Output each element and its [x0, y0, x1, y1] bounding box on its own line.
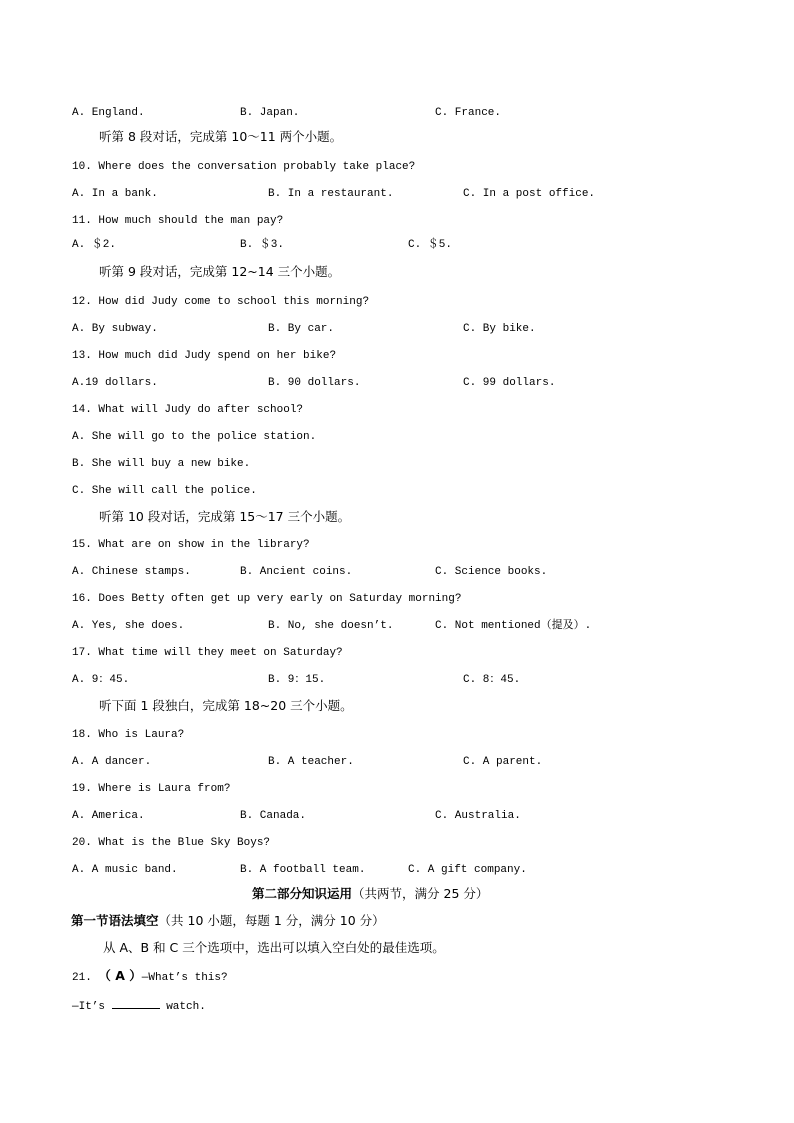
option-b: B. A football team. [240, 864, 366, 876]
question: 18. Who is Laura? [72, 729, 185, 741]
option-b: B. She will buy a new bike. [72, 458, 251, 470]
question: 14. What will Judy do after school? [72, 404, 304, 416]
option-a: A. Yes, she does. [72, 620, 185, 632]
section-instruction: 听第 8 段对话，完成第 10～11 两个小题。 [99, 129, 343, 144]
option-a: A. In a bank. [72, 188, 158, 200]
option-c: C. Australia. [435, 810, 521, 822]
section-instruction: 听第 10 段对话，完成第 15～17 三个小题。 [99, 509, 351, 524]
reply-line [72, 998, 206, 1014]
answer-bracket: （ A ） [98, 968, 142, 983]
option-c: C. By bike. [463, 323, 536, 335]
option-b: B. By car. [268, 323, 335, 335]
part-title: 第二部分知识运用 [252, 886, 353, 901]
option-a: A.19 dollars. [72, 377, 158, 389]
option-a: A. She will go to the police station. [72, 431, 317, 443]
question: 15. What are on show in the library? [72, 539, 310, 551]
option-a: A. ＄2. [72, 239, 117, 251]
option-c: C. 99 dollars. [463, 377, 556, 389]
option-b: B. No, she doesn’t. [268, 620, 394, 632]
option-b: B. A teacher. [268, 756, 354, 768]
question: 17. What time will they meet on Saturday? [72, 647, 343, 659]
option-a: A. America. [72, 810, 145, 822]
question-21 [72, 969, 228, 985]
question-text: —What’s this? [141, 972, 228, 984]
option-b: B. 9：15. [268, 674, 326, 686]
section-note: （共 10 小题，每题 1 分，满分 10 分） [158, 913, 385, 928]
option-c: C. A parent. [463, 756, 543, 768]
option-c: C. In a post office. [463, 188, 596, 200]
option-b: B. Ancient coins. [240, 566, 353, 578]
option-a: A. 9：45. [72, 674, 130, 686]
question: 19. Where is Laura from? [72, 783, 231, 795]
section-instruction: 听下面 1 段独白，完成第 18~20 三个小题。 [99, 698, 353, 713]
option-c: C. She will call the police. [72, 485, 257, 497]
option-c: C. Not mentioned（提及）. [435, 620, 592, 632]
option-b: B. Japan. [240, 107, 300, 119]
section-heading [71, 914, 385, 928]
option-b: B. Canada. [240, 810, 307, 822]
question: 12. How did Judy come to school this morning? [72, 296, 370, 308]
question: 13. How much did Judy spend on her bike? [72, 350, 337, 362]
question: 20. What is the Blue Sky Boys? [72, 837, 271, 849]
instructions: 从 A、B 和 C 三个选项中，选出可以填入空白处的最佳选项。 [103, 940, 445, 955]
option-b: B. In a restaurant. [268, 188, 394, 200]
option-a: A. Chinese stamps. [72, 566, 191, 578]
option-a: A. By subway. [72, 323, 158, 335]
question: 10. Where does the conversation probably take place? [72, 161, 416, 173]
option-c: C. Science books. [435, 566, 548, 578]
option-c: C. France. [435, 107, 502, 119]
option-a: A. A music band. [72, 864, 178, 876]
option-b: B. 90 dollars. [268, 377, 361, 389]
question: 11. How much should the man pay? [72, 215, 284, 227]
reply-start: —It’s [72, 1001, 112, 1013]
answer-blank [112, 998, 160, 1009]
section-instruction: 听第 9 段对话，完成第 12~14 三个小题。 [99, 264, 341, 279]
part-note: （共两节，满分 25 分） [352, 886, 489, 901]
question: 16. Does Betty often get up very early on Saturday morning? [72, 593, 462, 605]
option-c: C. A gift company. [408, 864, 527, 876]
question-number: 21. [72, 972, 99, 984]
option-c: C. ＄5. [408, 239, 453, 251]
option-a: A. England. [72, 107, 145, 119]
option-c: C. 8：45. [463, 674, 521, 686]
option-b: B. ＄3. [240, 239, 285, 251]
option-a: A. A dancer. [72, 756, 152, 768]
section-title: 第一节语法填空 [71, 913, 159, 928]
part-heading [252, 887, 488, 901]
reply-end: watch. [159, 1001, 206, 1013]
